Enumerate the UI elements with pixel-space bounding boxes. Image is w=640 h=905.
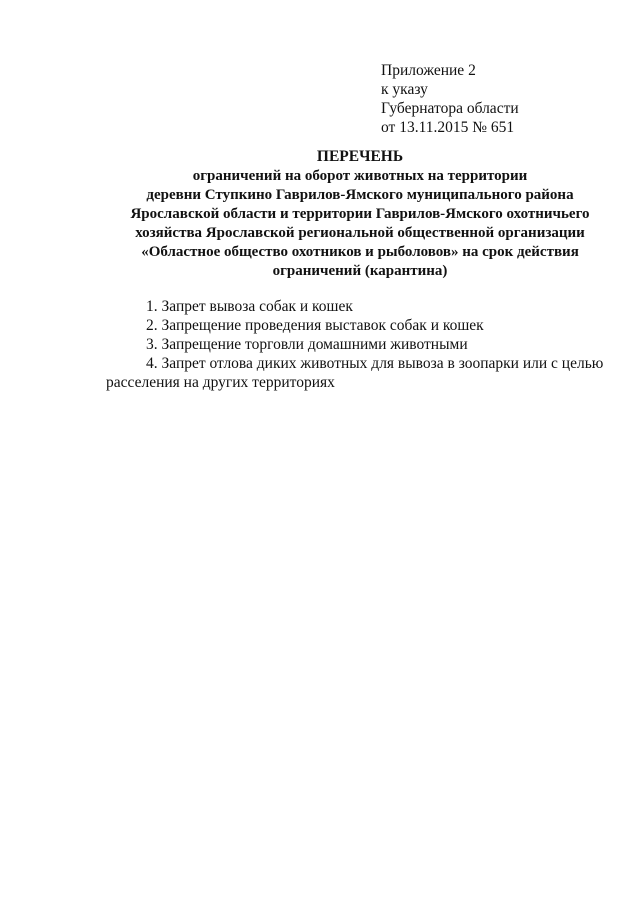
heading-line: ограничений (карантина) (272, 263, 448, 279)
list-item: 4. Запрет отлова диких животных для вывоза в зоопарки или с целью (146, 355, 604, 372)
heading-line: «Областное общество охотников и рыболовов» на срок действия (141, 244, 579, 260)
restrictions-list (106, 297, 606, 392)
list-item: 1. Запрет вывоза собак и кошек (146, 298, 353, 315)
list-item-continuation: расселения на других территориях (106, 374, 335, 391)
list-item: 2. Запрещение проведения выставок собак и кошек (146, 317, 484, 334)
document-heading (100, 147, 620, 281)
appendix-block (381, 61, 519, 137)
appendix-to-decree: к указу (381, 81, 428, 98)
heading-line: деревни Ступкино Гаврилов-Ямского муниципального района (146, 187, 574, 203)
heading-line: ограничений на оборот животных на территории (192, 168, 528, 184)
heading-line: Ярославской области и территории Гаврилов-Ямского охотничьего (130, 206, 590, 222)
appendix-governor: Губернатора области (381, 100, 519, 117)
heading-line: хозяйства Ярославской региональной общественной организации (135, 225, 585, 241)
list-item: 3. Запрещение торговли домашними животными (146, 336, 468, 353)
appendix-number: Приложение 2 (381, 62, 476, 79)
appendix-date-number: от 13.11.2015 № 651 (381, 119, 515, 136)
document-title: ПЕРЕЧЕНЬ (316, 148, 404, 165)
